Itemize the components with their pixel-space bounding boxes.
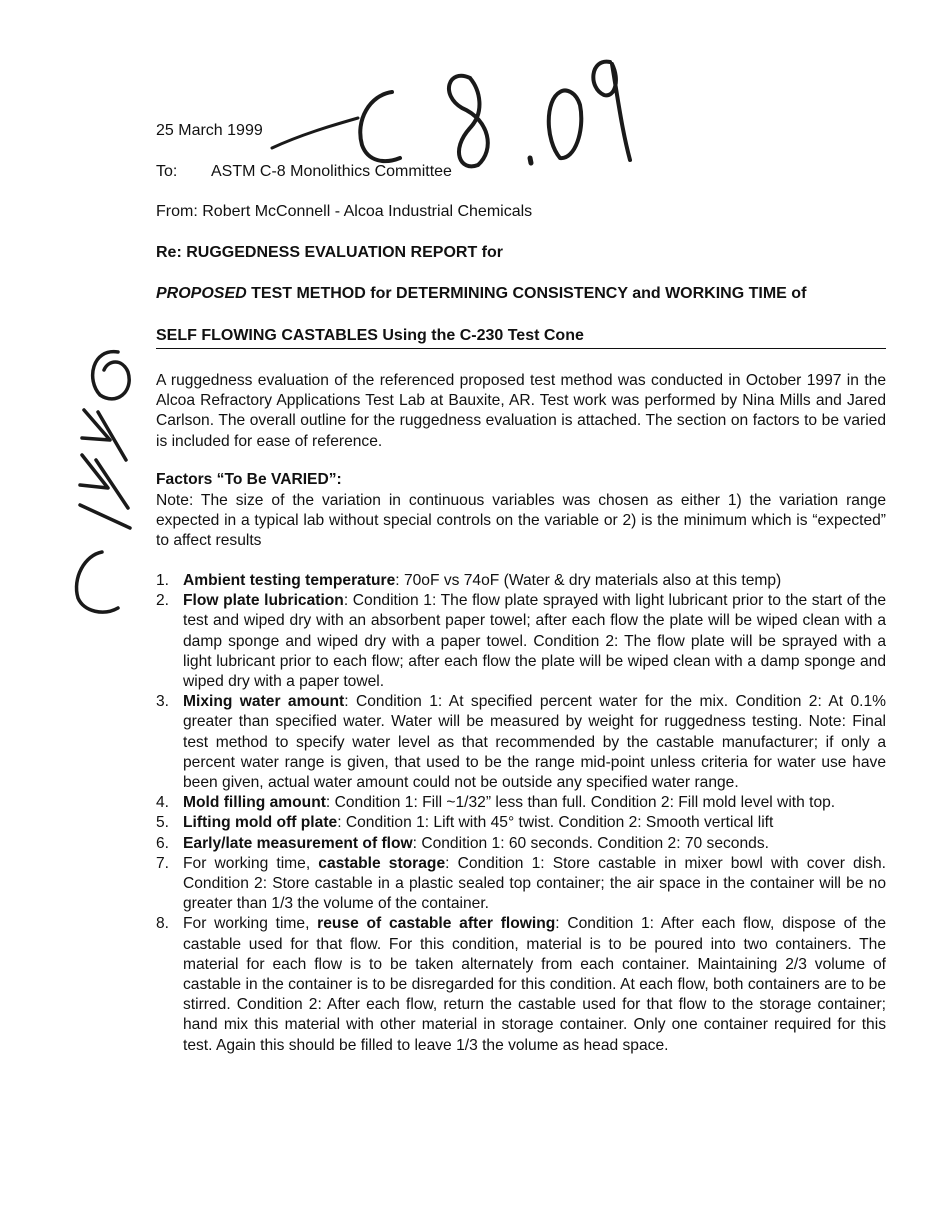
- intro-paragraph: A ruggedness evaluation of the referenced proposed test method was conducted in October 1997 in the Alcoa Refractory Applications Test Lab at Bauxite, AR. Test work was performed by Nina Mills and Jared Carlson. The overall outline for the ruggedness evaluation is attached. The section on factors to be varied is included for ease of reference.: [156, 372, 886, 450]
- factor-prefix: For working time,: [183, 915, 318, 933]
- memo-from: [156, 203, 532, 221]
- factor-name: Early/late measurement of flow: [183, 834, 413, 852]
- memo-title-line-2: [156, 285, 806, 303]
- from-value: Robert McConnell - Alcoa Industrial Chemicals: [202, 203, 533, 220]
- factor-number: 3.: [156, 693, 170, 711]
- factor-item: [156, 793, 886, 813]
- factors-note: Note: The size of the variation in continuous variables was chosen as either 1) the variation range expected in a typical lab without special controls on the variable or 2) is the minimum which is “expected” to affect results: [156, 492, 886, 550]
- memo-subject-line: Re: RUGGEDNESS EVALUATION REPORT for: [156, 244, 503, 261]
- factor-name: reuse of castable after flowing: [317, 915, 556, 933]
- factor-number: 6.: [156, 834, 170, 852]
- factor-number: 8.: [156, 915, 170, 933]
- title-rest: TEST METHOD for DETERMINING CONSISTENCY and WORKING TIME of: [246, 285, 807, 302]
- factor-text: : Condition 1: The flow plate sprayed with light lubricant prior to the start of the test and wiped dry with an absorbent paper towel; after each flow the plate will be wiped clean with a damp sponge and wiped dry with a paper towel. Condition 2: The flow plate will be sprayed with a light lubricant prior to each flow; after each flow the plate will be wiped clean with a damp sponge and wiped dry with a paper towel.: [183, 592, 887, 691]
- memo-title-line-3: SELF FLOWING CASTABLES Using the C-230 Test Cone: [156, 327, 584, 344]
- factor-name: Lifting mold off plate: [183, 814, 338, 832]
- factor-text: : Condition 1: After each flow, dispose of the castable used for that flow. For this condition, material is to be poured into two containers. The material for each flow is to be taken alternately from each container. Maintaining 2/3 volume of castable in the container is to be disregarded for this condition. At each flow, both containers are to be stirred. Condition 2: After each flow, return the castable used for that flow to the storage container; hand mix this material with other material in storage container. Only one container required for this test. Again this should be filled to leave 1/3 the volume as head space.: [183, 915, 887, 1054]
- factor-prefix: For working time,: [183, 854, 319, 872]
- factor-item: [156, 591, 886, 692]
- title-italic: PROPOSED: [156, 285, 247, 302]
- factor-name: Ambient testing temperature: [183, 572, 396, 589]
- factor-item: [156, 854, 886, 915]
- handwritten-c-1446: [77, 352, 130, 612]
- factor-name: Flow plate lubrication: [183, 592, 344, 610]
- factor-item: [156, 813, 886, 833]
- factor-text: : Condition 1: Fill ~1/32” less than full. Condition 2: Fill mold level with top.: [325, 794, 836, 812]
- factor-item: [156, 692, 886, 793]
- title-underline: [156, 348, 886, 349]
- to-value: ASTM C-8 Monolithics Committee: [211, 163, 452, 180]
- factor-number: 5.: [156, 814, 170, 832]
- factor-text: : Condition 1: At specified percent water for the mix. Condition 2: At 0.1% greater than specified water. Water will be measured by weight for ruggedness testing. Note: Final test method to specify water level as that recommended by the castable manufacturer; if only a percent water range is given, that used to be the range mid-point unless criteria for water use have been given, actual water amount could not be outside any specified water range.: [183, 693, 886, 792]
- factors-list: [156, 571, 886, 1056]
- factor-item: [156, 571, 886, 591]
- factor-text: : Condition 1: Lift with 45° twist. Condition 2: Smooth vertical lift: [337, 814, 774, 832]
- memo-to: [156, 163, 452, 181]
- factor-text: : Condition 1: Store castable in mixer bowl with cover dish. Condition 2: Store castable in a plastic sealed top container; the air space in the container will be no greater than 1/3 the volume of the container.: [183, 854, 886, 913]
- factor-name: Mold filling amount: [183, 794, 326, 812]
- factor-text: : 70oF vs 74oF (Water & dry materials also at this temp): [395, 572, 782, 589]
- factor-number: 2.: [156, 592, 170, 610]
- factor-name: Mixing water amount: [183, 693, 345, 711]
- handwritten-c-8-09: [272, 62, 630, 167]
- from-label: From:: [156, 203, 198, 220]
- factor-number: 1.: [156, 572, 170, 589]
- factor-item: [156, 834, 886, 854]
- to-label: To:: [156, 163, 178, 180]
- factor-number: 4.: [156, 794, 170, 812]
- memo-date: 25 March 1999: [156, 122, 263, 139]
- factor-name: castable storage: [318, 854, 446, 872]
- factor-item: [156, 914, 886, 1055]
- factors-heading: Factors “To Be VARIED”:: [156, 471, 342, 488]
- factor-number: 7.: [156, 854, 170, 872]
- factor-text: : Condition 1: 60 seconds. Condition 2: 70 seconds.: [412, 834, 769, 852]
